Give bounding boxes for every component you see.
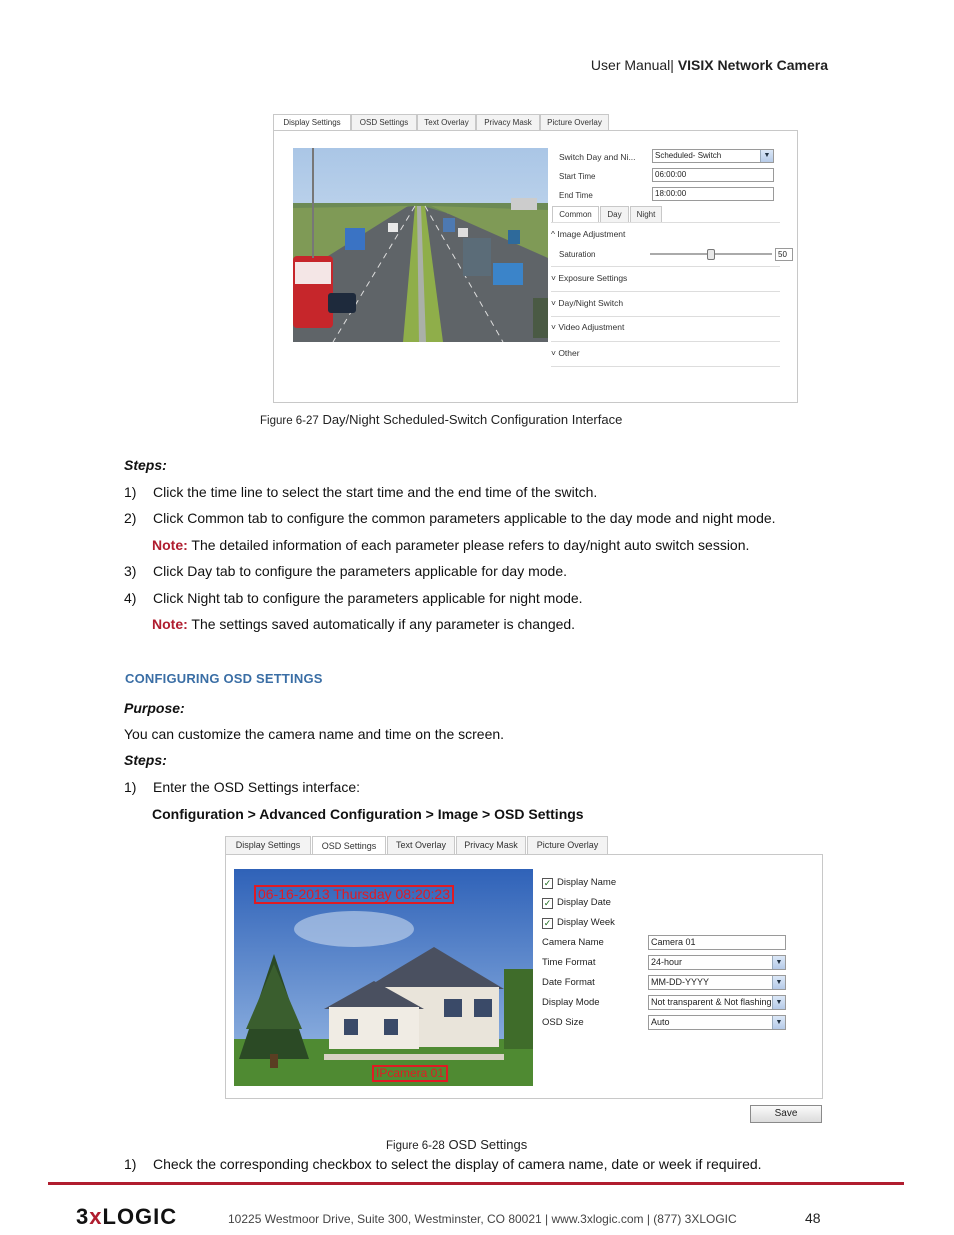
- list-text: Enter the OSD Settings interface:: [153, 779, 360, 795]
- menu-path: Configuration > Advanced Configuration > Image > OSD Settings: [152, 806, 584, 822]
- list-text: Click Common tab to configure the common parameters applicable to the day mode and night mode.: [153, 510, 776, 526]
- note: [152, 537, 749, 553]
- list-item: [124, 1156, 762, 1172]
- date-format-value: MM-DD-YYYY: [651, 977, 709, 987]
- header-prefix: User Manual|: [590, 57, 674, 73]
- display-week-checkbox[interactable]: ✓: [543, 918, 552, 928]
- figure1-caption-text: Day/Night Scheduled-Switch Configuration Interface: [322, 412, 623, 427]
- steps-heading: Steps:: [124, 457, 167, 473]
- tab-privacy-mask[interactable]: Privacy Mask: [476, 114, 540, 130]
- image-adjustment-section[interactable]: ^ Image Adjustment: [551, 229, 626, 239]
- start-time-label: Start Time: [559, 172, 596, 181]
- display-week-label: Display Week: [557, 917, 615, 928]
- figure2-caption: [386, 1137, 527, 1152]
- list-text: Check the corresponding checkbox to select the display of camera name, date or week if required.: [153, 1156, 762, 1172]
- purpose-text: You can customize the camera name and time on the screen.: [124, 726, 505, 742]
- note-label: Note:: [152, 537, 188, 553]
- end-time-input[interactable]: 18:00:00: [652, 187, 774, 201]
- list-item: [124, 563, 567, 579]
- date-format-select[interactable]: [648, 975, 786, 990]
- switch-mode-value: Scheduled- Switch: [655, 151, 722, 160]
- running-header: [591, 57, 828, 73]
- tab-privacy-mask[interactable]: Privacy Mask: [456, 836, 526, 854]
- chevron-down-icon: ▼: [772, 1016, 785, 1029]
- display-date-checkbox[interactable]: ✓: [543, 898, 552, 908]
- camera-name-label: Camera Name: [542, 937, 604, 948]
- osd-camera-name-overlay[interactable]: IPcamera 01: [372, 1065, 448, 1082]
- display-name-label: Display Name: [557, 877, 617, 888]
- list-item: [124, 484, 597, 500]
- time-format-label: Time Format: [542, 957, 596, 968]
- divider: [551, 222, 780, 223]
- display-mode-value: Not transparent & Not flashing: [651, 997, 772, 1007]
- logo-part: 3: [76, 1204, 90, 1229]
- video-adjustment-section[interactable]: ˅ Video Adjustment: [551, 322, 625, 332]
- list-item: [124, 779, 360, 795]
- figure1-caption-number: Figure 6-27: [260, 415, 319, 427]
- switch-mode-label: Switch Day and Ni...: [559, 152, 636, 162]
- date-format-label: Date Format: [542, 977, 595, 988]
- osd-size-select[interactable]: [648, 1015, 786, 1030]
- time-format-select[interactable]: [648, 955, 786, 970]
- switch-mode-select[interactable]: [652, 149, 774, 163]
- osd-size-value: Auto: [651, 1017, 670, 1027]
- camera-name-input[interactable]: Camera 01: [648, 935, 786, 950]
- exposure-settings-section[interactable]: ˅ Exposure Settings: [551, 273, 628, 283]
- tab-text-overlay[interactable]: Text Overlay: [417, 114, 476, 130]
- tab-picture-overlay[interactable]: Picture Overlay: [540, 114, 609, 130]
- steps-heading: Steps:: [124, 752, 167, 768]
- tab-osd-settings[interactable]: OSD Settings: [312, 836, 386, 855]
- figure2-caption-number: Figure 6-28: [386, 1140, 445, 1152]
- osd-size-label: OSD Size: [542, 1017, 584, 1028]
- chevron-down-icon: ▼: [760, 150, 773, 162]
- saturation-value[interactable]: 50: [775, 248, 793, 261]
- logo-part: x: [89, 1204, 103, 1229]
- end-time-label: End Time: [559, 191, 593, 200]
- subtab-night[interactable]: Night: [630, 206, 662, 222]
- figure2-caption-text: OSD Settings: [448, 1137, 528, 1152]
- note-text: The detailed information of each parameter please refers to day/night auto switch session.: [191, 537, 750, 553]
- section-heading: CONFIGURING OSD SETTINGS: [125, 671, 323, 686]
- save-button[interactable]: Save: [750, 1105, 822, 1123]
- note-text: The settings saved automatically if any parameter is changed.: [191, 616, 576, 632]
- house-preview-image: [234, 869, 533, 1086]
- list-item: [124, 590, 583, 606]
- saturation-slider-track[interactable]: [650, 253, 772, 255]
- chevron-down-icon: ▼: [772, 976, 785, 989]
- list-number: 3): [124, 563, 137, 579]
- list-number: 4): [124, 590, 137, 606]
- footer-rule: [48, 1182, 904, 1185]
- note-label: Note:: [152, 616, 188, 632]
- header-title: VISIX Network Camera: [677, 57, 828, 73]
- display-date-label: Display Date: [557, 897, 611, 908]
- divider: [551, 266, 780, 267]
- list-text: Click the time line to select the start time and the end time of the switch.: [153, 484, 598, 500]
- company-logo: [76, 1204, 177, 1230]
- list-item: [124, 510, 776, 526]
- time-format-value: 24-hour: [651, 957, 683, 967]
- saturation-slider-thumb[interactable]: [707, 249, 715, 260]
- page-number: 48: [805, 1210, 821, 1226]
- tab-text-overlay[interactable]: Text Overlay: [387, 836, 455, 854]
- list-number: 1): [124, 1156, 137, 1172]
- highway-preview-image: [293, 148, 548, 342]
- list-number: 1): [124, 779, 137, 795]
- tab-picture-overlay[interactable]: Picture Overlay: [527, 836, 608, 854]
- footer-address: 10225 Westmoor Drive, Suite 300, Westminster, CO 80021 | www.3xlogic.com | (877) 3XLOGIC: [228, 1212, 737, 1226]
- note: [152, 616, 575, 632]
- logo-part: LOGIC: [102, 1204, 178, 1229]
- subtab-common[interactable]: Common: [552, 206, 599, 222]
- figure1-caption: [260, 412, 622, 427]
- tab-osd-settings[interactable]: OSD Settings: [351, 114, 417, 130]
- subtab-day[interactable]: Day: [600, 206, 629, 222]
- tab-display-settings[interactable]: Display Settings: [273, 114, 351, 131]
- list-number: 2): [124, 510, 137, 526]
- day-night-switch-section[interactable]: ˅ Day/Night Switch: [551, 298, 624, 308]
- start-time-input[interactable]: 06:00:00: [652, 168, 774, 182]
- divider: [551, 316, 780, 317]
- chevron-down-icon: ▼: [772, 956, 785, 969]
- list-text: Click Night tab to configure the parameters applicable for night mode.: [153, 590, 583, 606]
- tab-display-settings[interactable]: Display Settings: [225, 836, 311, 854]
- saturation-label: Saturation: [559, 250, 596, 259]
- chevron-down-icon: ▼: [772, 996, 785, 1009]
- divider: [551, 291, 780, 292]
- list-text: Click Day tab to configure the parameters applicable for day mode.: [153, 563, 567, 579]
- list-number: 1): [124, 484, 137, 500]
- osd-datetime-overlay[interactable]: 06-16-2013 Thursday 08:20:23: [254, 885, 454, 904]
- display-name-checkbox[interactable]: ✓: [543, 878, 552, 888]
- other-section[interactable]: ˅ Other: [551, 348, 580, 358]
- divider: [551, 341, 780, 342]
- divider: [551, 366, 780, 367]
- purpose-label: Purpose:: [124, 700, 185, 716]
- display-mode-select[interactable]: [648, 995, 786, 1010]
- display-mode-label: Display Mode: [542, 997, 600, 1008]
